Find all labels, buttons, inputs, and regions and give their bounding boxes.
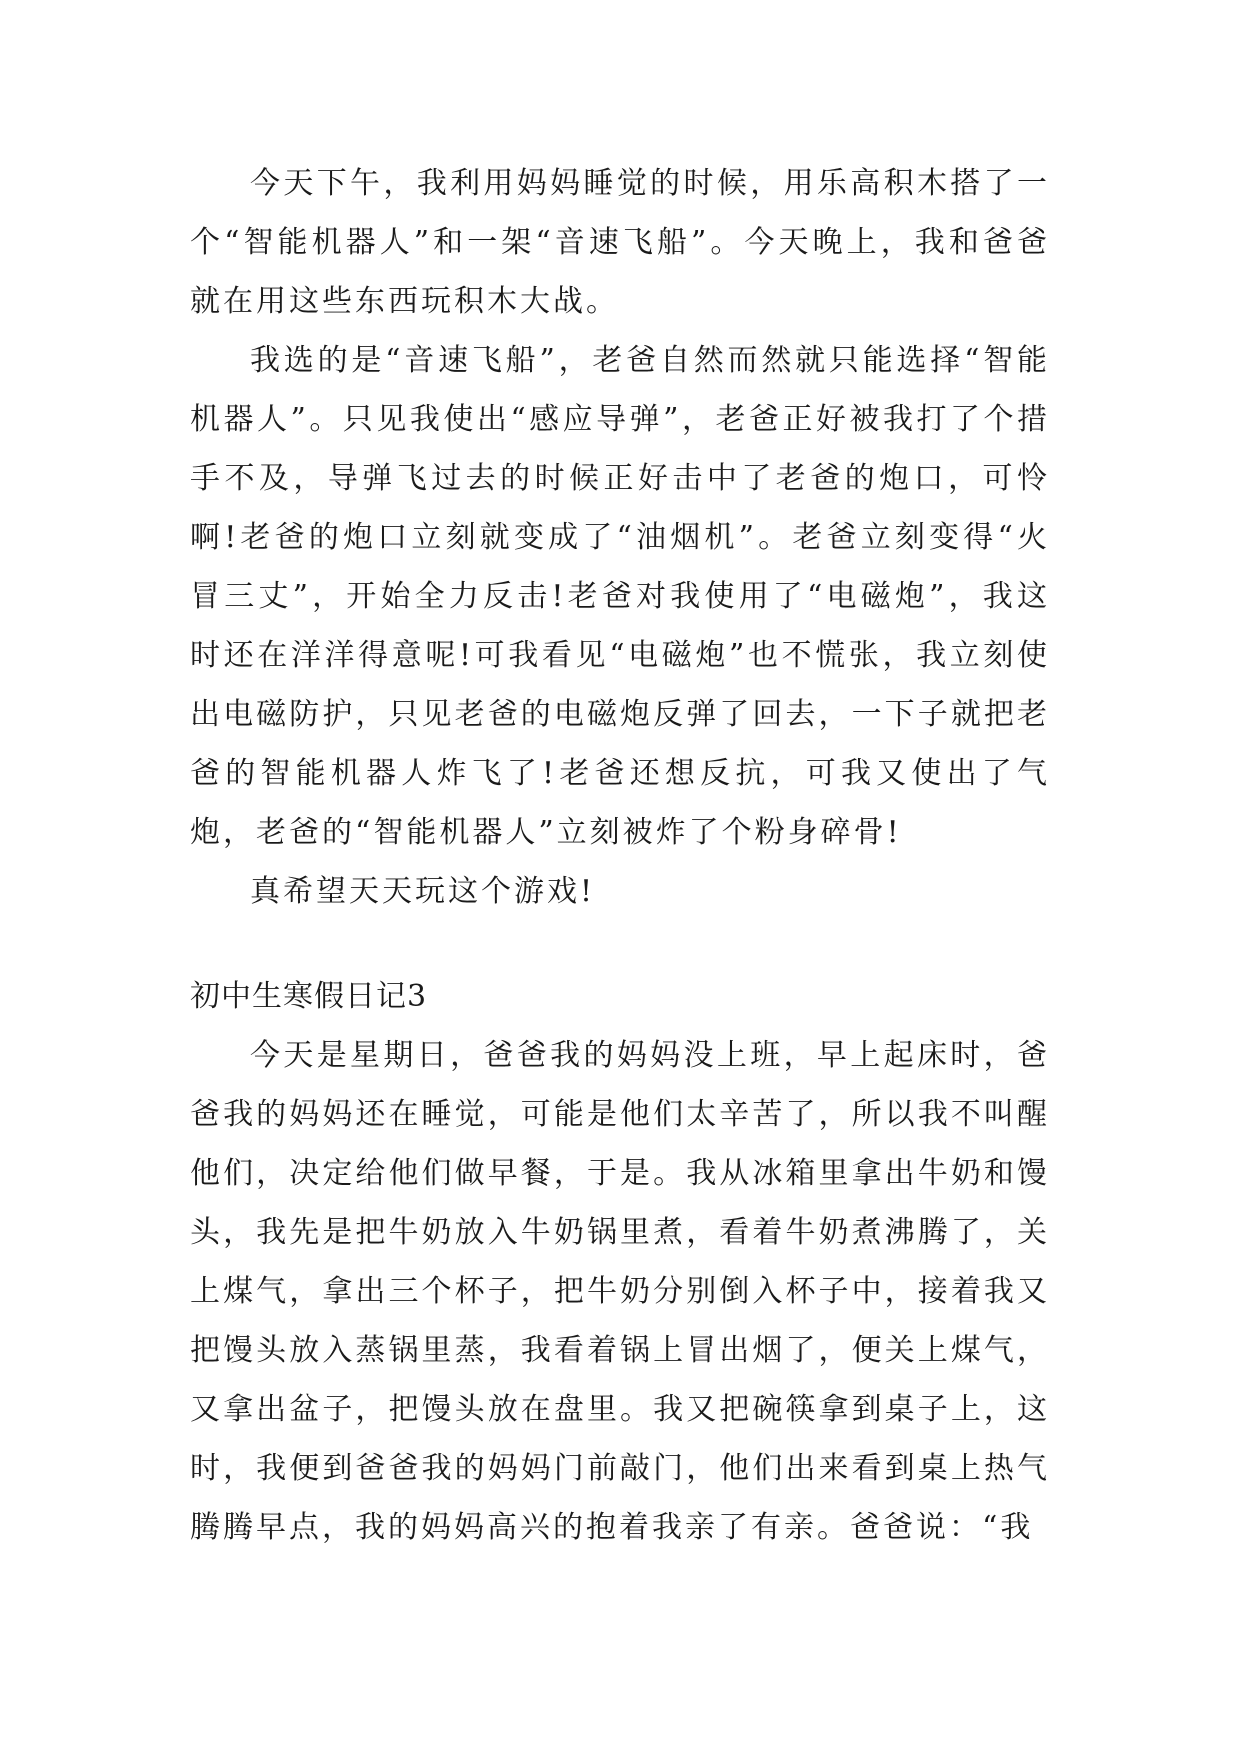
diary-section-one xyxy=(190,154,1050,921)
paragraph-breakfast: 今天是星期日，爸爸我的妈妈没上班，早上起床时，爸爸我的妈妈还在睡觉，可能是他们太辛苦了，所以我不叫醒他们，决定给他们做早餐，于是。我从冰箱里拿出牛奶和馒头，我先是把牛奶放入牛奶锅里煮，看着牛奶煮沸腾了，关上煤气，拿出三个杯子，把牛奶分别倒入杯子中，接着我又把馒头放入蒸锅里蒸，我看着锅上冒出烟了，便关上煤气，又拿出盆子，把馒头放在盘里。我又把碗筷拿到桌子上，这时，我便到爸爸我的妈妈门前敲门，他们出来看到桌上热气腾腾早点，我的妈妈高兴的抱着我亲了有亲。爸爸说：“我 xyxy=(190,1038,1050,1545)
paragraph-wish: 真希望天天玩这个游戏! xyxy=(250,874,596,909)
paragraph-lego-battle: 我选的是“音速飞船”，老爸自然而然就只能选择“智能机器人”。只见我使出“感应导弹”，老爸正好被我打了个措手不及，导弹飞过去的时候正好击中了老爸的炮口，可怜啊!老爸的炮口立刻就变成了“油烟机”。老爸立刻变得“火冒三丈”，开始全力反击!老爸对我使用了“电磁炮”，我这时还在洋洋得意呢!可我看见“电磁炮”也不慌张，我立刻使出电磁防护，只见老爸的电磁炮反弹了回去，一下子就把老爸的智能机器人炸飞了!老爸还想反抗，可我又使出了气炮，老爸的“智能机器人”立刻被炸了个粉身碎骨! xyxy=(190,343,1050,850)
paragraph-lego-building: 今天下午，我利用妈妈睡觉的时候，用乐高积木搭了一个“智能机器人”和一架“音速飞船”。今天晚上，我和爸爸就在用这些东西玩积木大战。 xyxy=(190,166,1050,319)
diary-section-two xyxy=(190,967,1050,1557)
diary-entry-heading: 初中生寒假日记3 xyxy=(190,979,428,1014)
